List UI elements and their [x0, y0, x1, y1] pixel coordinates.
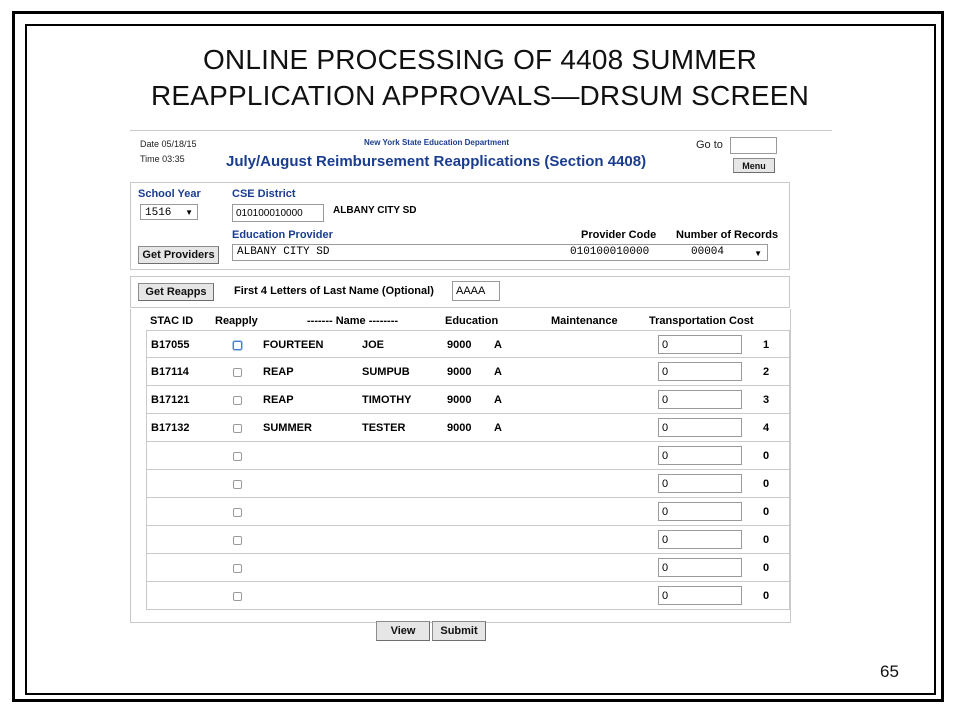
record-number-cell: 0 — [763, 478, 770, 490]
record-number-cell: 4 — [763, 422, 770, 434]
provider-code: 010100010000 — [570, 246, 650, 258]
time-text: Time 03:35 — [140, 154, 185, 164]
chevron-down-icon: ▼ — [185, 208, 193, 217]
education-rate-cell: A — [494, 422, 502, 434]
record-number-cell: 3 — [763, 394, 770, 406]
reapply-checkbox[interactable] — [233, 452, 242, 461]
transportation-cost-input[interactable] — [658, 530, 742, 549]
school-year-select[interactable] — [140, 204, 198, 220]
reapply-checkbox[interactable] — [233, 508, 242, 517]
transportation-cost-input[interactable] — [658, 474, 742, 493]
transportation-cost-input[interactable] — [658, 586, 742, 605]
transportation-cost-input[interactable] — [658, 558, 742, 577]
transportation-cost-input[interactable] — [658, 390, 742, 409]
menu-button[interactable]: Menu — [733, 158, 775, 173]
table-row — [146, 526, 790, 554]
submit-button[interactable]: Submit — [432, 621, 486, 641]
department-name: New York State Education Department — [364, 138, 510, 147]
left-rule — [130, 309, 131, 623]
table-row — [146, 470, 790, 498]
header-maintenance: Maintenance — [551, 315, 618, 327]
first-name-cell: TESTER — [362, 422, 406, 434]
date-text: Date 05/18/15 — [140, 139, 197, 149]
record-number-cell: 2 — [763, 366, 770, 378]
table-row — [146, 582, 790, 610]
record-number-cell: 0 — [763, 590, 770, 602]
education-code-cell: 9000 — [447, 339, 472, 351]
last-name-label: First 4 Letters of Last Name (Optional) — [234, 285, 434, 297]
screen-title: July/August Reimbursement Reapplications (Section 4408) — [226, 153, 647, 170]
slide-title-line-2: REAPPLICATION APPROVALS—DRSUM SCREEN — [150, 80, 810, 111]
last-name-cell: FOURTEEN — [263, 339, 324, 351]
reapply-checkbox[interactable] — [233, 564, 242, 573]
record-number-cell: 0 — [763, 450, 770, 462]
school-year-label: School Year — [138, 188, 201, 200]
stac-id-cell: B17055 — [151, 339, 190, 351]
first-name-cell: TIMOTHY — [362, 394, 412, 406]
reapply-checkbox[interactable] — [233, 424, 242, 433]
chevron-down-icon: ▼ — [754, 249, 762, 258]
last-name-cell: REAP — [263, 366, 294, 378]
goto-input[interactable] — [730, 137, 777, 154]
header-name: ------- Name -------- — [307, 315, 399, 327]
table-row — [146, 358, 790, 386]
get-providers-button[interactable]: Get Providers — [138, 246, 219, 264]
drsum-screen — [130, 130, 832, 637]
reapply-checkbox[interactable] — [233, 396, 242, 405]
header-stac-id: STAC ID — [150, 315, 194, 327]
header-transportation-cost: Transportation Cost — [649, 315, 754, 327]
transportation-cost-input[interactable] — [658, 502, 742, 521]
number-of-records: 00004 — [691, 246, 725, 258]
number-of-records-label: Number of Records — [676, 229, 779, 241]
table-row — [146, 442, 790, 470]
reapply-checkbox[interactable] — [233, 368, 242, 377]
school-year-value: 1516 — [145, 207, 172, 219]
education-rate-cell: A — [494, 339, 502, 351]
view-button[interactable]: View — [376, 621, 430, 641]
cse-district-name: ALBANY CITY SD — [333, 205, 417, 216]
first-name-cell: SUMPUB — [362, 366, 410, 378]
get-reapps-button[interactable]: Get Reapps — [138, 283, 214, 301]
cse-district-label: CSE District — [232, 188, 296, 200]
table-row — [146, 554, 790, 582]
first-name-cell: JOE — [362, 339, 385, 351]
slide-title-line-1: ONLINE PROCESSING OF 4408 SUMMER — [202, 44, 758, 75]
reapply-checkbox[interactable] — [233, 592, 242, 601]
education-provider-select[interactable] — [232, 244, 768, 261]
header-education: Education — [445, 315, 499, 327]
table-row — [146, 414, 790, 442]
right-rule — [790, 309, 791, 623]
table-row — [146, 330, 790, 358]
education-code-cell: 9000 — [447, 422, 472, 434]
record-number-cell: 1 — [763, 339, 770, 351]
top-divider — [130, 130, 832, 131]
last-name-cell: SUMMER — [263, 422, 312, 434]
transportation-cost-input[interactable] — [658, 362, 742, 381]
cse-district-input[interactable] — [232, 204, 324, 222]
education-rate-cell: A — [494, 366, 502, 378]
reapply-checkbox[interactable] — [233, 341, 242, 350]
education-rate-cell: A — [494, 394, 502, 406]
stac-id-cell: B17132 — [151, 422, 190, 434]
last-name-cell: REAP — [263, 394, 294, 406]
transportation-cost-input[interactable] — [658, 335, 742, 354]
stac-id-cell: B17114 — [151, 366, 189, 378]
stac-id-cell: B17121 — [151, 394, 190, 406]
education-code-cell: 9000 — [447, 366, 472, 378]
page-number: 65 — [880, 662, 899, 681]
table-row — [146, 386, 790, 414]
record-number-cell: 0 — [763, 534, 770, 546]
education-provider-label: Education Provider — [232, 229, 333, 241]
reapply-checkbox[interactable] — [233, 536, 242, 545]
provider-name: ALBANY CITY SD — [237, 246, 330, 258]
record-number-cell: 0 — [763, 506, 770, 518]
last-name-input[interactable] — [452, 281, 500, 301]
provider-code-label: Provider Code — [581, 229, 657, 241]
reapply-checkbox[interactable] — [233, 480, 242, 489]
header-reapply: Reapply — [215, 315, 258, 327]
record-number-cell: 0 — [763, 562, 770, 574]
slide-title — [40, 42, 920, 114]
goto-label: Go to — [696, 139, 723, 151]
transportation-cost-input[interactable] — [658, 418, 742, 437]
transportation-cost-input[interactable] — [658, 446, 742, 465]
table-row — [146, 498, 790, 526]
education-code-cell: 9000 — [447, 394, 472, 406]
